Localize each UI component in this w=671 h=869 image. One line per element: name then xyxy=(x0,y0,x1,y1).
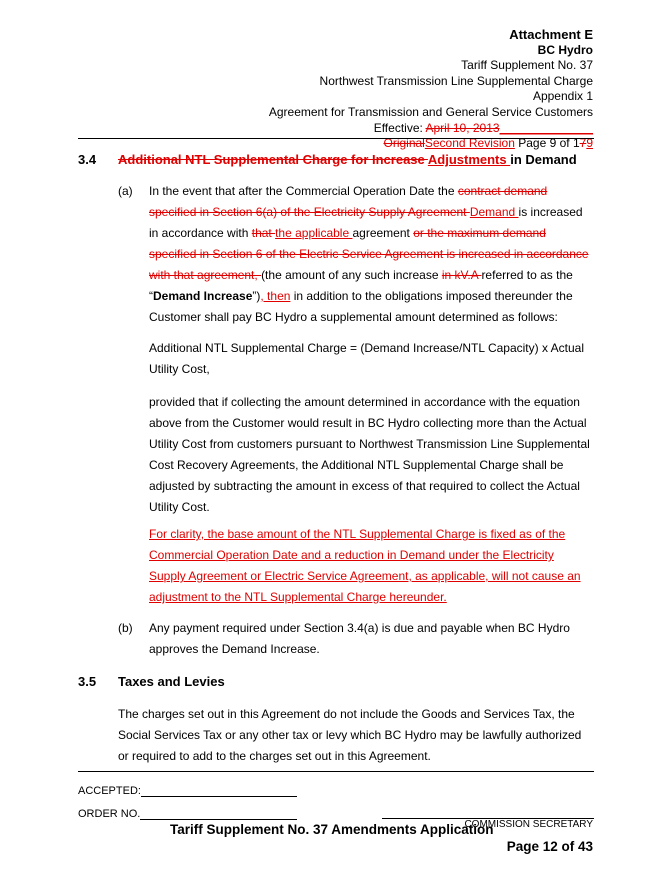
item-a-paragraph xyxy=(149,181,593,328)
proviso-paragraph: provided that if collecting the amount determined in accordance with the equation above from the Customer would result in BC Hydro collecting more than the Actual Utility Cost from customers pursuant to Northwest Transmission Line Supplemental Cost Recovery Agreements, the Additional NTL Supplemental Charge shall be adjusted by subtracting the amount in excess of that required to collect the Actual Utility Cost. xyxy=(149,395,590,514)
deleted-page-digit: 7 xyxy=(579,136,587,151)
footer-rule xyxy=(78,771,594,772)
a-text-2: is increased in accordance with xyxy=(149,205,583,240)
inserted-page-digit: 9 xyxy=(586,136,593,151)
section-title: Taxes and Levies xyxy=(118,674,225,689)
title-end: in Demand xyxy=(510,152,577,167)
company-name: BC Hydro xyxy=(537,42,593,57)
section-number: 3.5 xyxy=(78,674,97,689)
order-no-signature-line xyxy=(140,807,297,820)
effective-label: Effective: xyxy=(373,120,426,135)
clarity-inserted-paragraph: For clarity, the base amount of the NTL Supplemental Charge is fixed as of the Commercial Operation Date and a reduction in Demand under the Electricity Supply Agreement or Electric Service Agreement, as applicable, will not cause an adjustment to the NTL Supplemental Charge hereunder. xyxy=(149,527,581,604)
deleted-revision: Original xyxy=(383,136,425,151)
a-inserted-3: , then xyxy=(260,289,291,303)
attachment-label: Attachment E xyxy=(509,27,593,42)
demand-increase-term: Demand Increase xyxy=(153,289,253,303)
item-b-paragraph: Any payment required under Section 3.4(a) is due and payable when BC Hydro approves the Demand Increase. xyxy=(149,621,570,656)
commission-secretary-label: COMMISSION SECRETARY xyxy=(464,819,593,830)
deleted-effective-date: April 10, 2013 xyxy=(425,120,500,135)
order-no-label: ORDER NO. xyxy=(78,808,141,820)
inserted-title-text: Adjustments xyxy=(427,152,511,167)
section-title xyxy=(118,152,577,167)
inserted-effective-blank: ______________ xyxy=(499,120,593,135)
a-deleted-3: or the maximum demand specified in Section 6 of the Electric Service Agreement is increased in accordance with that agreement, xyxy=(149,226,589,282)
page-number: Page 12 of 43 xyxy=(506,839,593,854)
charge-name: Northwest Transmission Line Supplemental Charge xyxy=(319,73,593,88)
accepted-line xyxy=(78,784,297,797)
accepted-label: ACCEPTED: xyxy=(78,785,141,797)
taxes-paragraph: The charges set out in this Agreement do not include the Goods and Services Tax, the Social Services Tax or any other tax or levy which BC Hydro may be lawfully authorized or required to add to the charges set out in this Agreement. xyxy=(118,707,582,763)
deleted-title-text: Additional NTL Supplemental Charge for Increase xyxy=(118,152,428,167)
a-text-6: ”) xyxy=(252,289,261,303)
page-of-label: Page 9 of 1 xyxy=(514,136,580,151)
order-no-line xyxy=(78,807,297,820)
a-deleted-1: contract demand specified in Section 6(a) of the Electricity Supply Agreement xyxy=(149,184,548,219)
accepted-signature-line xyxy=(141,784,297,797)
a-inserted-2: the applicable xyxy=(275,226,353,240)
appendix-label: Appendix 1 xyxy=(532,89,593,104)
application-tagline: Tariff Supplement No. 37 Amendments Application xyxy=(170,822,494,837)
page-header xyxy=(269,27,593,152)
a-text-3: agreement xyxy=(352,226,414,240)
item-a-label: (a) xyxy=(118,184,133,198)
a-text-1: In the event that after the Commercial Operation Date the xyxy=(149,184,458,198)
effective-line xyxy=(269,121,593,137)
inserted-revision: Second Revision xyxy=(424,136,515,151)
header-rule xyxy=(78,138,594,139)
a-inserted-1: Demand xyxy=(469,205,519,219)
formula-paragraph: Additional NTL Supplemental Charge = (Demand Increase/NTL Capacity) x Actual Utility Cost, xyxy=(149,341,584,376)
agreement-title: Agreement for Transmission and General Service Customers xyxy=(268,104,593,119)
a-text-4: (the amount of any such increase xyxy=(261,268,442,282)
a-deleted-2: that xyxy=(251,226,276,240)
section-number: 3.4 xyxy=(78,152,97,167)
a-deleted-4: in kV.A xyxy=(441,268,482,282)
a-text-5: referred to as the “ xyxy=(149,268,573,303)
tariff-supplement: Tariff Supplement No. 37 xyxy=(461,58,593,73)
item-b-label: (b) xyxy=(118,621,133,635)
a-text-7: in addition to the obligations imposed thereunder the Customer shall pay BC Hydro a supplemental amount determined as follows: xyxy=(149,289,573,324)
